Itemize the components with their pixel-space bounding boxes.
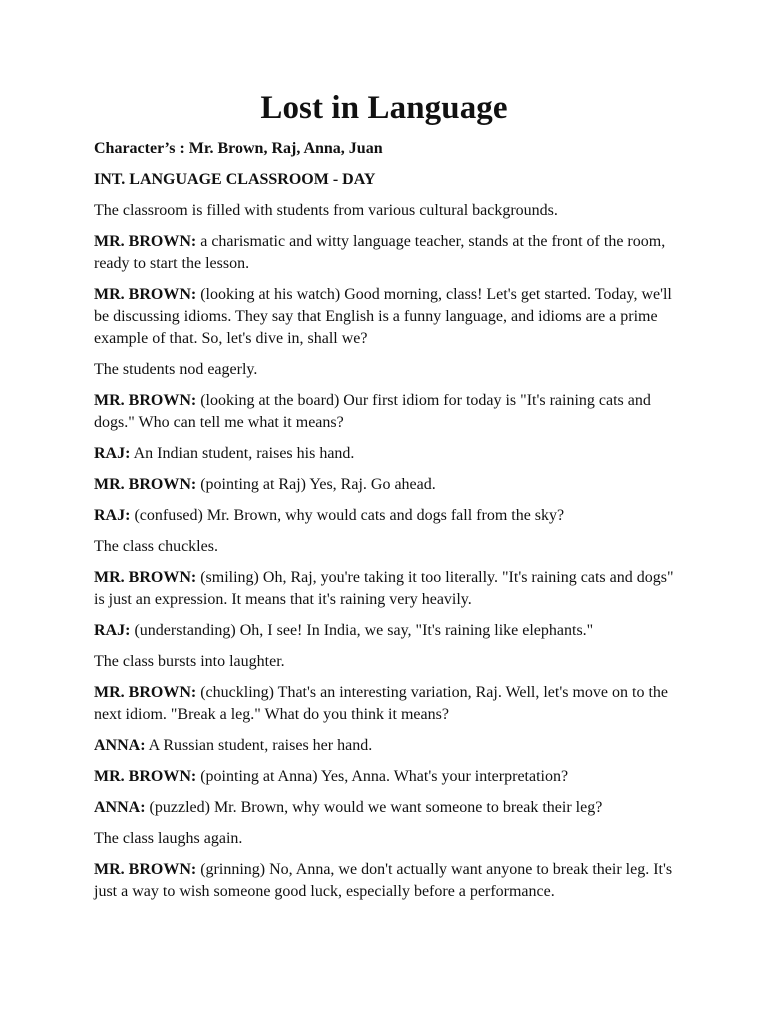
script-paragraph: [94, 682, 684, 726]
script-paragraph: [94, 284, 684, 350]
paragraph-text: The classroom is filled with students from various cultural backgrounds.: [94, 202, 558, 219]
speaker-name: MR. BROWN:: [94, 476, 197, 493]
script-paragraph: [94, 620, 684, 642]
speaker-name: ANNA:: [94, 799, 146, 816]
paragraph-text: A Russian student, raises her hand.: [148, 737, 373, 754]
script-paragraph: [94, 231, 684, 275]
scene-heading: INT. LANGUAGE CLASSROOM - DAY: [94, 171, 376, 188]
paragraph-text: (pointing at Raj) Yes, Raj. Go ahead.: [200, 476, 436, 493]
speaker-name: RAJ:: [94, 507, 131, 524]
script-paragraph: [94, 766, 684, 788]
speaker-name: RAJ:: [94, 445, 131, 462]
script-paragraph: [94, 828, 684, 850]
speaker-name: MR. BROWN:: [94, 392, 197, 409]
script-paragraph: [94, 651, 684, 673]
paragraph-text: a charismatic and witty language teacher, stands at the front of the room, ready to start the lesson.: [94, 233, 666, 272]
script-paragraph: [94, 200, 684, 222]
script-paragraph: [94, 797, 684, 819]
script-paragraph: [94, 735, 684, 757]
script-paragraph: [94, 390, 684, 434]
paragraph-text: (looking at the board) Our first idiom for today is "It's raining cats and dogs." Who can tell me what it means?: [94, 392, 651, 431]
paragraph-text: The class chuckles.: [94, 538, 218, 555]
script-paragraph: [94, 567, 684, 611]
speaker-name: MR. BROWN:: [94, 569, 197, 586]
script-paragraph: [94, 859, 684, 903]
script-paragraph: [94, 359, 684, 381]
speaker-name: RAJ:: [94, 622, 131, 639]
document-title: Lost in Language: [260, 90, 508, 126]
paragraph-text: (confused) Mr. Brown, why would cats and dogs fall from the sky?: [134, 507, 565, 524]
paragraph-text: The class bursts into laughter.: [94, 653, 285, 670]
script-paragraph: [94, 505, 684, 527]
speaker-name: MR. BROWN:: [94, 684, 197, 701]
paragraph-text: (pointing at Anna) Yes, Anna. What's your interpretation?: [200, 768, 569, 785]
paragraph-text: (looking at his watch) Good morning, class! Let's get started. Today, we'll be discussing idioms. They say that English is a funny language, and idioms are a prime example of that. So, let's dive in, shall we?: [94, 286, 672, 347]
paragraph-text: (understanding) Oh, I see! In India, we say, "It's raining like elephants.": [134, 622, 594, 639]
script-paragraph: [94, 474, 684, 496]
speaker-name: ANNA:: [94, 737, 146, 754]
paragraph-text: The class laughs again.: [94, 830, 243, 847]
paragraph-text: The students nod eagerly.: [94, 361, 258, 378]
paragraph-text: (puzzled) Mr. Brown, why would we want someone to break their leg?: [149, 799, 603, 816]
paragraph-text: (smiling) Oh, Raj, you're taking it too literally. "It's raining cats and dogs" is just an expression. It means that it's raining very heavily.: [94, 569, 674, 608]
characters-line: Character’s : Mr. Brown, Raj, Anna, Juan: [94, 140, 383, 157]
paragraph-text: (chuckling) That's an interesting variation, Raj. Well, let's move on to the next idiom. "Break a leg." What do you think it means?: [94, 684, 668, 723]
speaker-name: MR. BROWN:: [94, 233, 197, 250]
speaker-name: MR. BROWN:: [94, 286, 197, 303]
script-paragraph: [94, 443, 684, 465]
document-body: [94, 138, 684, 912]
speaker-name: MR. BROWN:: [94, 768, 197, 785]
paragraph-text: (grinning) No, Anna, we don't actually want anyone to break their leg. It's just a way to wish someone good luck, especially before a performance.: [94, 861, 673, 900]
script-paragraph: [94, 536, 684, 558]
paragraph-text: An Indian student, raises his hand.: [133, 445, 355, 462]
speaker-name: MR. BROWN:: [94, 861, 197, 878]
